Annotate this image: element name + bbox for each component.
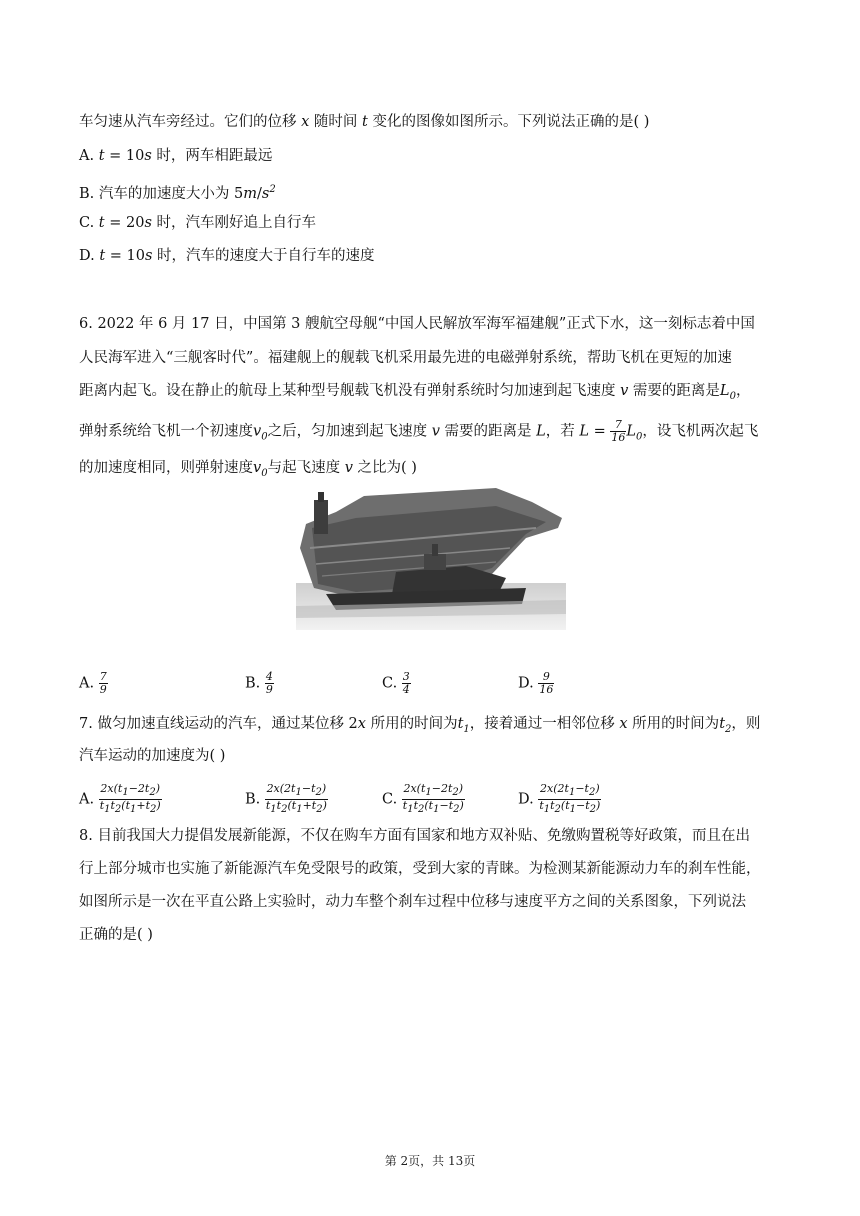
q5-option-c: C. t = 20s 时，汽车刚好追上自行车 xyxy=(79,215,317,231)
aircraft-carrier-image xyxy=(296,488,566,630)
q8-line-3: 如图所示是一次在平直公路上实验时，动力车整个刹车过程中位移与速度平方之间的关系图象，下列说法 xyxy=(79,894,746,910)
q7-line-2: 汽车运动的加速度为( ) xyxy=(79,748,226,764)
q5-stem: 车匀速从汽车旁经过。它们的位移 x 随时间 t 变化的图像如图所示。下列说法正确的是( ) xyxy=(79,114,650,130)
q8-line-2: 行上部分城市也实施了新能源汽车免受限号的政策，受到大家的青睐。为检测某新能源动力车的刹车性能， xyxy=(79,861,761,877)
page-footer: 第 2页，共 13页 xyxy=(384,1154,476,1168)
q7-line-1: 7. 做匀加速直线运动的汽车，通过某位移 2x 所用的时间为$t_1$，接着通过一相邻位移 x 所用的时间为$t_2$，则 xyxy=(79,716,761,735)
q7-option-a: A. $\frac{2x(t_1-2t_2)}{t_1t_2(t_1+t_2)}$ xyxy=(79,782,161,816)
q8-line-1: 8. 目前我国大力提倡发展新能源，不仅在购车方面有国家和地方双补贴、免缴购置税等好政策，而且在出 xyxy=(79,828,750,844)
q6-line-2: 人民海军进入“三舰客时代”。福建舰上的舰载飞机采用最先进的电磁弹射系统，帮助飞机在更短的加速 xyxy=(79,350,732,366)
q7-option-d: D. $\frac{2x(2t_1-t_2)}{t_1t_2(t_1-t_2)}$ xyxy=(518,782,601,816)
q6-option-d: D. $\frac{9}{16}$ xyxy=(518,670,554,696)
q7-option-c: C. $\frac{2x(t_1-2t_2)}{t_1t_2(t_1-t_2)}$ xyxy=(382,782,464,816)
q6-option-a: A. $\frac{7}{9}$ xyxy=(79,670,107,696)
q6-option-c: C. $\frac{3}{4}$ xyxy=(382,670,410,696)
q8-line-4: 正确的是( ) xyxy=(79,927,153,943)
q6-line-5: 的加速度相同，则弹射速度$v_0$与起飞速度 v 之比为( ) xyxy=(79,460,417,479)
q5-option-d: D. t = 10s 时，汽车的速度大于自行车的速度 xyxy=(79,248,375,264)
q6-option-b: B. $\frac{4}{9}$ xyxy=(245,670,273,696)
q6-line-4: 弹射系统给飞机一个初速度$v_0$之后，匀加速到起飞速度 v 需要的距离是 L，若 L = $\frac{7}{16}$ $L_0$，设飞机两次起飞 xyxy=(79,418,759,444)
q6-line-3: 距离内起飞。设在静止的航母上某种型号舰载飞机没有弹射系统时匀加速到起飞速度 v 需要的距离是$L_0$， xyxy=(79,383,751,402)
q7-option-b: B. $\frac{2x(2t_1-t_2)}{t_1t_2(t_1+t_2)}$ xyxy=(245,782,327,816)
q5-option-b: B. 汽车的加速度大小为 $5m/s^2$ xyxy=(79,184,276,202)
q6-line-1: 6. 2022 年 6 月 17 日，中国第 3 艘航空母舰“中国人民解放军海军福建舰”正式下水，这一刻标志着中国 xyxy=(79,316,755,332)
q5-option-a: A. t = 10s 时，两车相距最远 xyxy=(79,148,273,164)
